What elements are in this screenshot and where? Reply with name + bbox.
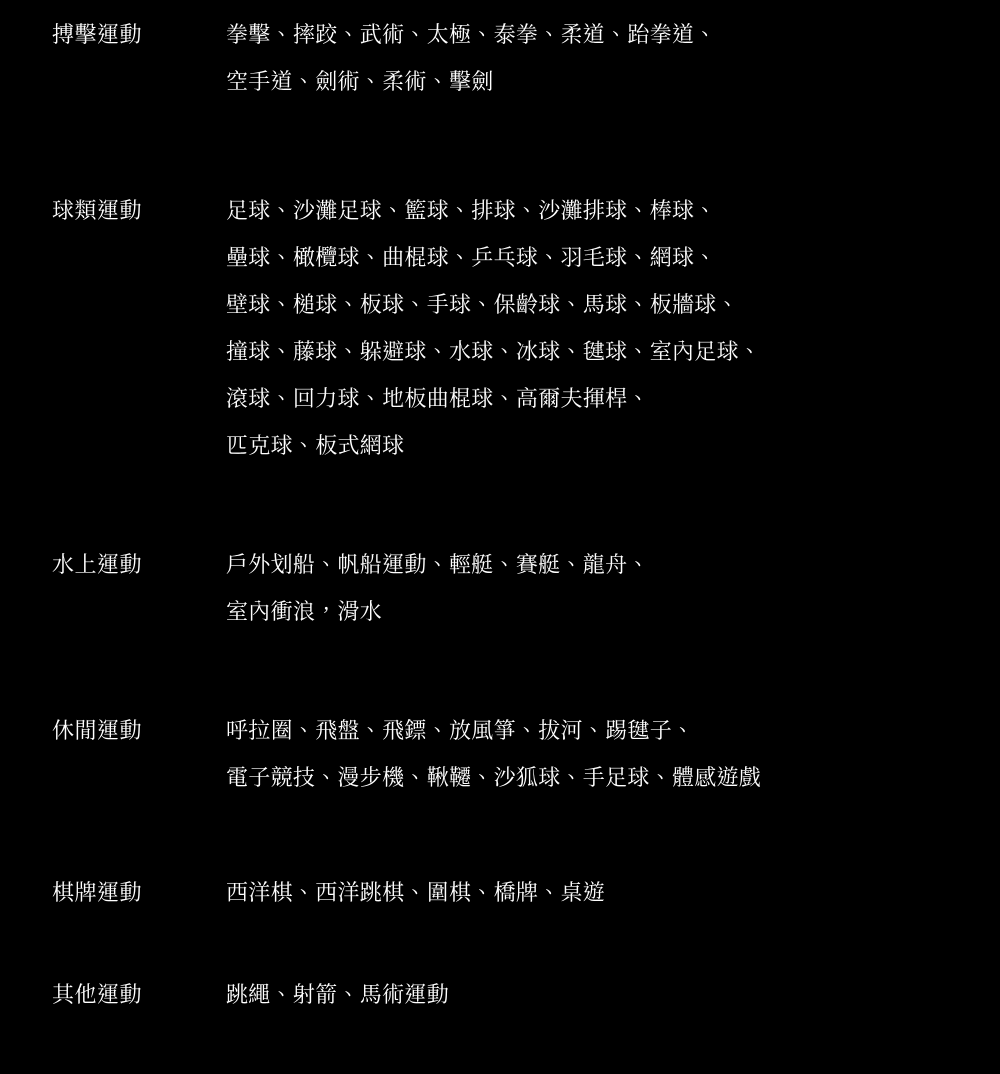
table-row <box>0 542 1000 636</box>
category-items <box>226 542 1000 636</box>
category-label: 棋牌運動 <box>52 881 143 906</box>
item-line: 足球、沙灘足球、籃球、排球、沙灘排球、棒球、 <box>226 199 717 224</box>
category-label: 水上運動 <box>52 553 143 578</box>
item-line: 壘球、橄欖球、曲棍球、乒乓球、羽毛球、網球、 <box>226 246 717 271</box>
table-row <box>0 972 1000 1019</box>
category-items <box>226 972 1000 1019</box>
row-spacer <box>0 802 1000 870</box>
category-items <box>226 12 1000 106</box>
row-spacer <box>0 470 1000 542</box>
table-row <box>0 12 1000 106</box>
row-spacer <box>0 636 1000 708</box>
item-line: 拳擊、摔跤、武術、太極、泰拳、柔道、跆拳道、 <box>226 23 717 48</box>
item-line: 戶外划船、帆船運動、輕艇、賽艇、龍舟、 <box>226 553 650 578</box>
category-label: 休閒運動 <box>52 719 143 744</box>
item-line: 滾球、回力球、地板曲棍球、高爾夫揮桿、 <box>226 387 650 412</box>
category-items <box>226 870 1000 917</box>
category-label: 球類運動 <box>52 199 143 224</box>
item-line: 電子競技、漫步機、鞦韆、沙狐球、手足球、體感遊戲 <box>226 766 762 791</box>
row-spacer <box>0 1019 1000 1074</box>
row-spacer <box>0 106 1000 188</box>
category-items <box>226 188 1000 470</box>
table-row <box>0 188 1000 470</box>
category-label: 其他運動 <box>52 983 143 1008</box>
table-row <box>0 870 1000 917</box>
item-line: 撞球、藤球、躲避球、水球、冰球、毽球、室內足球、 <box>226 340 762 365</box>
table-row <box>0 708 1000 802</box>
item-line: 匹克球、板式網球 <box>226 434 405 459</box>
item-line: 跳繩、射箭、馬術運動 <box>226 983 450 1008</box>
category-label: 搏擊運動 <box>52 23 143 48</box>
category-items <box>226 708 1000 802</box>
item-line: 壁球、槌球、板球、手球、保齡球、馬球、板牆球、 <box>226 293 739 318</box>
item-line: 呼拉圈、飛盤、飛鏢、放風箏、拔河、踢毽子、 <box>226 719 695 744</box>
row-spacer <box>0 917 1000 972</box>
item-line: 室內衝浪，滑水 <box>226 600 383 625</box>
item-line: 空手道、劍術、柔術、擊劍 <box>226 70 494 95</box>
item-line: 西洋棋、西洋跳棋、圍棋、橋牌、桌遊 <box>226 881 606 906</box>
